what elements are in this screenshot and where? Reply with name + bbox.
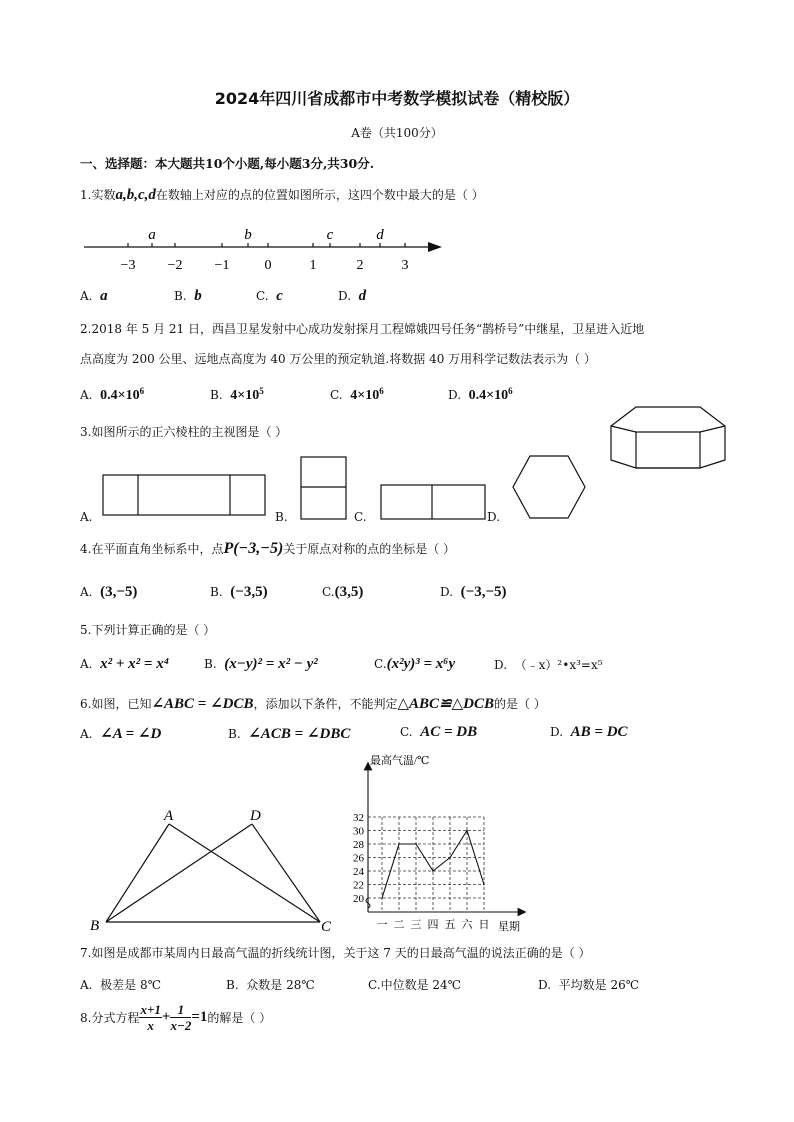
number-line-arrow: [428, 242, 442, 252]
q5-option-c[interactable]: C.(x²y)³ = x⁶y: [374, 656, 456, 672]
chart-ytick-label: 26: [353, 852, 364, 865]
q3-figure-c: [378, 482, 488, 522]
point-p: P(−3,−5): [223, 540, 284, 557]
number-line-point-label: c: [326, 227, 334, 243]
number-line-point-label: a: [148, 227, 156, 243]
number-line-point-label: d: [376, 227, 384, 243]
q1-option-c[interactable]: C. c: [256, 288, 283, 304]
question-3: 3.如图所示的正六棱柱的主视图是（ ）: [80, 425, 288, 439]
segment-dc: [252, 824, 320, 922]
q7-option-c[interactable]: C.中位数是 24℃: [368, 978, 462, 992]
q3-figure-b: [298, 454, 350, 522]
q2-option-b[interactable]: B. $4\times 10^5$: [210, 386, 264, 403]
q3-figure-d: [510, 453, 588, 521]
chart-ytick-label: 32: [353, 812, 364, 824]
question-6: 6.如图，已知∠ABC = ∠DCB，添加以下条件，不能判定△ABC≌△DCB的是（ ）: [80, 696, 546, 712]
number-line-tick-label: 1: [309, 258, 317, 273]
number-line-tick-label: −1: [214, 258, 230, 273]
q1-option-d[interactable]: D. d: [338, 288, 367, 304]
q2-option-a[interactable]: A. $0.4\times 10^6$: [80, 386, 145, 403]
question-4: 4.在平面直角坐标系中，点P(−3,−5)关于原点对称的点的坐标是（ ）: [80, 540, 456, 557]
chart-xlabel: 星期: [498, 921, 520, 932]
paper-title: 2024年四川省成都市中考数学模拟试卷（精校版）: [214, 89, 580, 108]
q4-option-d[interactable]: D. (−3,−5): [440, 584, 507, 600]
fraction-1: $\frac{x+1}{x}$: [140, 1002, 161, 1033]
number-line-point-label: b: [244, 227, 252, 243]
label-c: C: [321, 919, 332, 935]
q6-option-b[interactable]: B. ∠ACB = ∠DBC: [228, 726, 351, 742]
chart-category-label: 一: [376, 919, 388, 931]
fraction-2: $\frac{1}{x-2}$: [170, 1002, 192, 1033]
label-a: A: [164, 808, 174, 824]
chart-data-point: [449, 857, 451, 859]
prism-edge: [611, 426, 636, 432]
number-line-tick-label: 3: [401, 258, 409, 273]
paper-subtitle: A卷（共100分）: [351, 126, 443, 140]
chart-ytick-label: 30: [353, 825, 364, 838]
number-line-tick-label: 2: [356, 258, 364, 273]
temperature-chart: [336, 750, 526, 932]
prism-front-face: [636, 432, 700, 468]
q1-option-a[interactable]: A. a: [80, 288, 108, 304]
q2-option-c[interactable]: C. $4\times 10^6$: [330, 386, 384, 403]
chart-category-label: 二: [393, 919, 405, 931]
chart-ytick-label: 28: [353, 839, 364, 851]
q1-option-b[interactable]: B. b: [174, 288, 202, 304]
question-1: [80, 186, 484, 204]
triangle-figure: [84, 800, 344, 936]
q5-option-d[interactable]: D. （﹣x）²•x³=x⁵: [494, 658, 603, 672]
question-7: 7.如图是成都市某周内日最高气温的折线统计图，关于这 7 天的日最高气温的说法正确的是（ ）: [80, 946, 591, 960]
q6-option-a[interactable]: A. ∠A = ∠D: [80, 726, 162, 742]
chart-category-label: 三: [410, 919, 422, 931]
q3-option-b[interactable]: B.: [275, 510, 288, 524]
q3-option-d[interactable]: D.: [487, 510, 501, 524]
chart-data-point: [483, 884, 485, 886]
q5-option-b[interactable]: B. (x−y)² = x² − y²: [204, 656, 318, 672]
q7-option-a[interactable]: A. 极差是 8℃: [80, 978, 161, 992]
question-2-line1: 2.2018 年 5 月 21 日，西昌卫星发射中心成功发射探月工程嫦娥四号任务“鹊桥号”中继星，卫星进入近地: [80, 322, 645, 336]
q3-option-a[interactable]: A.: [80, 510, 93, 524]
segment-bd: [106, 824, 252, 922]
q6-option-c[interactable]: C. AC = DB: [400, 724, 478, 740]
chart-category-label: 日: [478, 919, 490, 931]
chart-ytick-label: 20: [353, 893, 364, 905]
q6-option-d[interactable]: D. AB = DC: [550, 724, 628, 740]
chart-data-point: [398, 843, 400, 845]
prism-outline: [611, 407, 725, 468]
q5-option-a[interactable]: A. x² + x² = x⁴: [80, 656, 169, 672]
label-d: D: [250, 808, 261, 824]
q1-vars: a,b,c,d: [115, 187, 156, 203]
chart-category-label: 六: [461, 919, 473, 931]
chart-data-point: [381, 897, 383, 899]
chart-data-point: [432, 870, 434, 872]
q3-option-c[interactable]: C.: [354, 510, 367, 524]
q4-option-a[interactable]: A. (3,−5): [80, 584, 138, 600]
label-b: B: [90, 918, 100, 934]
chart-category-label: 四: [427, 919, 439, 931]
number-line-tick-label: −2: [167, 258, 183, 273]
q4-option-c[interactable]: C.(3,5): [322, 584, 364, 600]
q1-prefix: 1.实数: [80, 188, 116, 202]
question-2-line2: 点高度为 200 公里、远地点高度为 40 万公里的预定轨道.将数据 40 万用科学记数法表示为（ ）: [80, 352, 596, 366]
number-line: [80, 222, 450, 276]
chart-ytick-label: 22: [353, 879, 364, 892]
chart-category-label: 五: [444, 919, 456, 931]
number-line-tick-label: 0: [264, 258, 272, 273]
q2-option-d[interactable]: D. $0.4\times 10^6$: [448, 386, 513, 403]
q4-option-b[interactable]: B. (−3,5): [210, 584, 268, 600]
q7-option-b[interactable]: B. 众数是 28℃: [226, 978, 315, 992]
q1-suffix: 在数轴上对应的点的位置如图所示，这四个数中最大的是（ ）: [155, 188, 484, 202]
q7-option-d[interactable]: D. 平均数是 26℃: [538, 978, 640, 992]
chart-data-point: [415, 843, 417, 845]
segment-ba: [106, 824, 169, 922]
segment-ac: [169, 824, 320, 922]
number-line-tick-label: −3: [120, 258, 136, 273]
chart-ylabel: 最高气温/℃: [370, 755, 430, 767]
section-heading: 一、选择题：本大题共10个小题,每小题3分,共30分.: [80, 156, 375, 171]
question-5: 5.下列计算正确的是（ ）: [80, 623, 216, 637]
prism-edge: [700, 426, 725, 432]
hexagonal-prism-figure: [608, 404, 730, 470]
q3-figure-a: [100, 472, 268, 518]
chart-ytick-label: 24: [353, 866, 364, 878]
question-8: 8.分式方程 $\frac{x+1}{x}$ + $\frac{1}{x-2}$ =1的解是（ ）: [80, 1002, 272, 1033]
chart-data-point: [466, 830, 468, 832]
